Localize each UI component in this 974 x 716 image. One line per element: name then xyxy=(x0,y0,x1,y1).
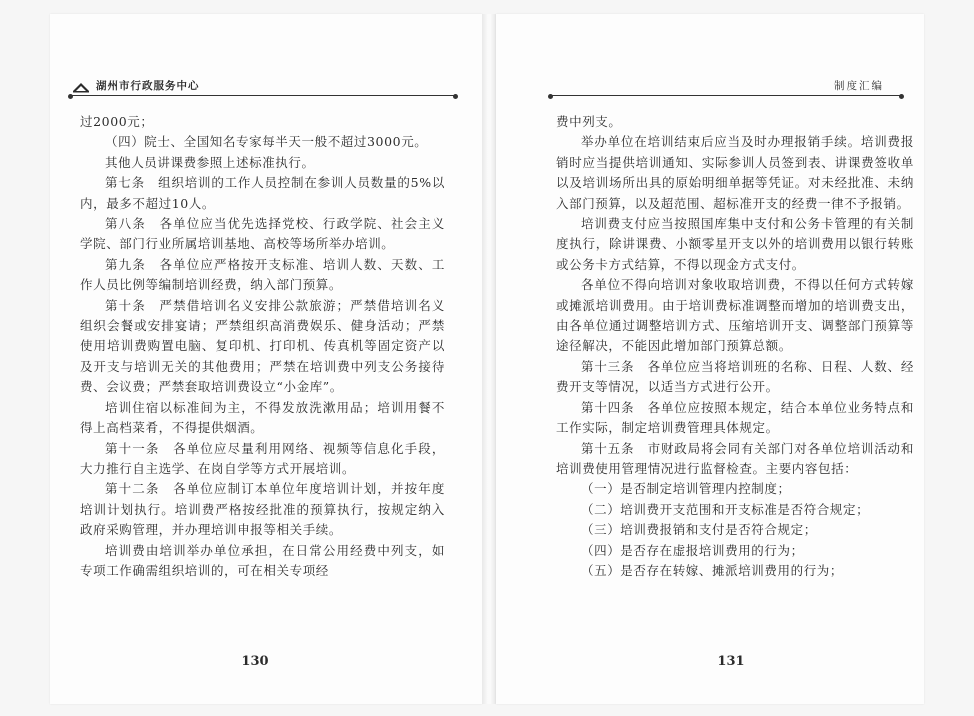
paragraph: （二）培训费开支范围和开支标准是否符合规定； xyxy=(581,501,870,517)
paragraph: （四）是否存在虚报培训费用的行为； xyxy=(581,542,804,558)
paragraph: 其他人员讲课费参照上述标准执行。 xyxy=(105,154,315,170)
paragraph: （四）院士、全国知名专家每半天一般不超过3000元。 xyxy=(105,134,428,150)
paragraph: 第十五条 市财政局将会同有关部门对各单位培训活动和培训费使用管理情况进行监督检查。主要内容包括： xyxy=(556,440,914,476)
paragraph: （一）是否制定培训管理内控制度； xyxy=(581,481,791,497)
paragraph: 第八条 各单位应当优先选择党校、行政学院、社会主义学院、部门行业所属培训基地、高校等场所举办培训。 xyxy=(80,216,445,252)
paragraph: 第七条 组织培训的工作人员控制在参训人员数量的5%以内，最多不超过10人。 xyxy=(80,175,445,211)
page-number: 130 xyxy=(241,654,269,669)
header-rule-dot xyxy=(453,94,458,99)
paragraph: 第十条 严禁借培训名义安排公款旅游；严禁借培训名义组织会餐或安排宴请；严禁组织高消费娱乐、健身活动；严禁使用培训费购置电脑、复印机、打印机、传真机等固定资产以及开支与培训无关的其他费用；严禁在培训费中列支公务接待费、会议费；严禁套取培训费设立“小金库”。 xyxy=(80,297,445,395)
paragraph: 费中列支。 xyxy=(556,114,622,129)
paragraph: 培训住宿以标准间为主，不得发放洗漱用品；培训用餐不得上高档菜肴，不得提供烟酒。 xyxy=(80,399,445,436)
left-page-header xyxy=(70,74,456,96)
left-page xyxy=(50,14,482,704)
header-rule xyxy=(550,95,902,96)
paragraph: 培训费支付应当按照国库集中支付和公务卡管理的有关制度执行，除讲课费、小额零星开支以外的培训费用以银行转账或公务卡方式结算，不得以现金方式支付。 xyxy=(556,216,914,272)
header-rule-dot xyxy=(68,94,73,99)
header-title: 制度汇编 xyxy=(834,80,884,92)
paragraph: （三）培训费报销和支付是否符合规定； xyxy=(581,522,817,538)
right-page-header xyxy=(550,74,902,96)
left-page-body xyxy=(80,112,445,581)
header-rule xyxy=(70,95,456,96)
right-page-body xyxy=(556,112,914,581)
paragraph: 第十二条 各单位应制订本单位年度培训计划，并按年度培训计划执行。培训费严格按经批准的预算执行，按规定纳入政府采购管理，并办理培训申报等相关手续。 xyxy=(80,481,445,538)
header-title: 湖州市行政服务中心 xyxy=(96,80,200,92)
page-number: 131 xyxy=(717,654,745,669)
organization-logo-icon xyxy=(72,81,90,93)
paragraph: 第九条 各单位应严格按开支标准、培训人数、天数、工作人员比例等编制培训经费，纳入部门预算。 xyxy=(80,256,445,293)
paragraph: 各单位不得向培训对象收取培训费，不得以任何方式转嫁或摊派培训费用。由于培训费标准调整而增加的培训费支出，由各单位通过调整培训方式、压缩培训开支、调整部门预算等途径解决，不能因此增加部门预算总额。 xyxy=(556,277,914,354)
paragraph: 过2000元； xyxy=(80,114,154,129)
header-rule-dot xyxy=(899,94,904,99)
header-rule-dot xyxy=(548,94,553,99)
paragraph: 第十四条 各单位应按照本规定，结合本单位业务特点和工作实际，制定培训费管理具体规定。 xyxy=(556,399,914,436)
paragraph: 举办单位在培训结束后应当及时办理报销手续。培训费报销时应当提供培训通知、实际参训人员签到表、讲课费签收单以及培训场所出具的原始明细单据等凭证。对未经批准、未纳入部门预算，以及超范围、超标准开支的经费一律不予报销。 xyxy=(556,134,914,211)
paragraph: 培训费由培训举办单位承担，在日常公用经费中列支，如专项工作确需组织培训的，可在相关专项经 xyxy=(80,542,445,578)
right-page xyxy=(496,14,924,704)
paragraph: （五）是否存在转嫁、摊派培训费用的行为； xyxy=(581,562,844,578)
book-spine xyxy=(482,14,496,704)
paragraph: 第十一条 各单位应尽量利用网络、视频等信息化手段，大力推行自主选学、在岗自学等方式开展培训。 xyxy=(80,440,445,476)
paragraph: 第十三条 各单位应当将培训班的名称、日程、人数、经费开支等情况，以适当方式进行公开。 xyxy=(556,358,914,395)
